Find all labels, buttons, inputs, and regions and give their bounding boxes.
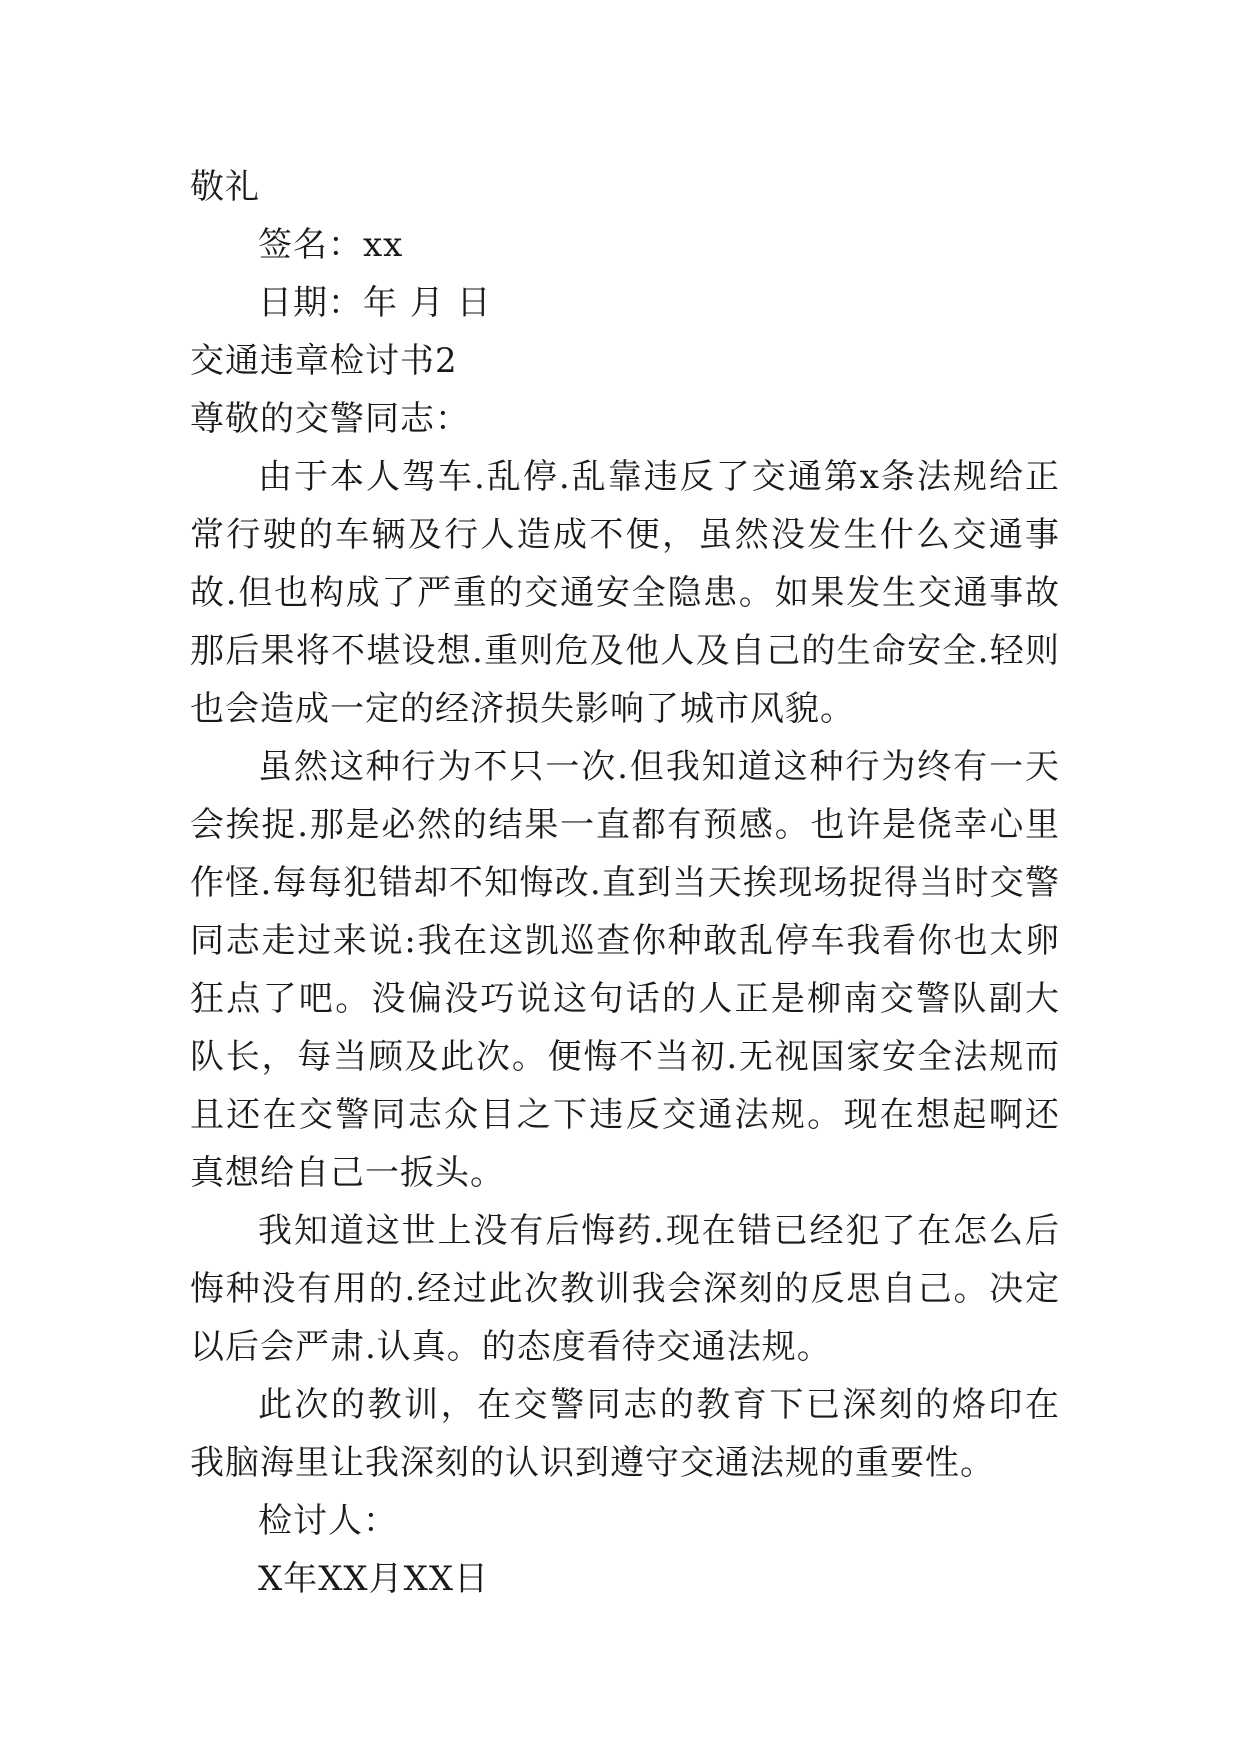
body-paragraph-4: 此次的教训，在交警同志的教育下已深刻的烙印在我脑海里让我深刻的认识到遵守交通法规的重要性。	[190, 1385, 1060, 1483]
signature-line: 签名：xx	[258, 225, 404, 265]
document-title: 交通违章检讨书2	[190, 341, 458, 381]
body-paragraph-3: 我知道这世上没有后悔药.现在错已经犯了在怎么后悔种没有用的.经过此次教训我会深刻的反思自己。决定以后会严肃.认真。的态度看待交通法规。	[190, 1211, 1060, 1367]
body-paragraph-2: 虽然这种行为不只一次.但我知道这种行为终有一天会挨捉.那是必然的结果一直都有预感。也许是侥幸心里作怪.每每犯错却不知悔改.直到当天挨现场捉得当时交警同志走过来说:我在这凯巡查你种敢乱停车我看你也太卵狂点了吧。没偏没巧说这句话的人正是柳南交警队副大队长，每当顾及此次。便悔不当初.无视国家安全法规而且还在交警同志众目之下违反交通法规。现在想起啊还真想给自己一扳头。	[190, 747, 1060, 1193]
greeting-line: 尊敬的交警同志：	[190, 399, 470, 439]
closing-salutation: 敬礼	[190, 167, 260, 207]
closing-date: X年XX月XX日	[258, 1559, 490, 1599]
body-paragraph-1: 由于本人驾车.乱停.乱靠违反了交通第x条法规给正常行驶的车辆及行人造成不便，虽然没发生什么交通事故.但也构成了严重的交通安全隐患。如果发生交通事故那后果将不堪设想.重则危及他人及自己的生命安全.轻则也会造成一定的经济损失影响了城市风貌。	[190, 457, 1060, 729]
document-body	[190, 158, 1060, 1608]
reviewer-label: 检讨人：	[258, 1501, 398, 1541]
date-line: 日期：年 月 日	[258, 283, 492, 323]
